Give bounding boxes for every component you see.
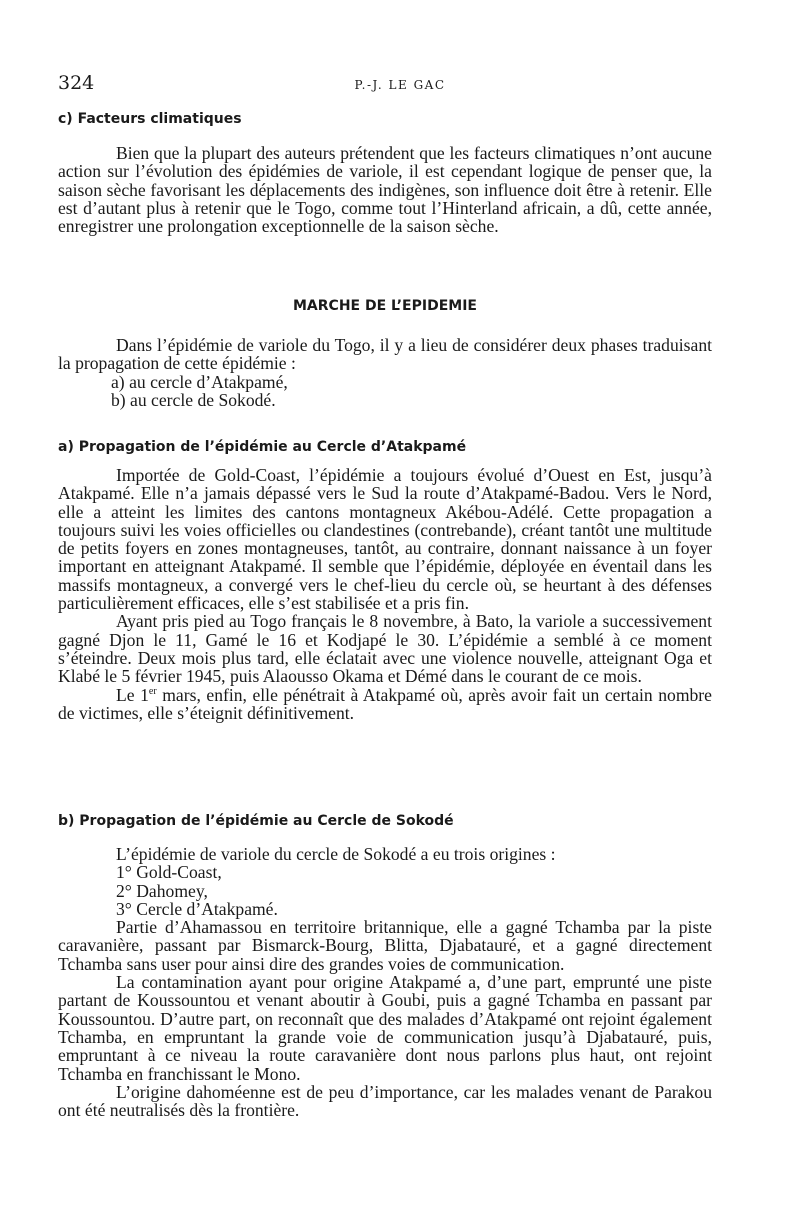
section-b-intro: L’épidémie de variole du cercle de Sokodé a eu trois origines : <box>116 844 556 864</box>
section-b-paragraph-3: L’origine dahoméenne est de peu d’importance, car les malades venant de Parakou ont été neutralisés dès la frontière. <box>58 1081 712 1121</box>
section-c-heading: c) Facteurs climatiques <box>58 111 242 127</box>
p3-superscript: er <box>148 685 157 697</box>
marche-heading: MARCHE DE L’EPIDEMIE <box>293 298 477 314</box>
marche-item-b: b) au cercle de Sokodé. <box>111 389 276 410</box>
section-c-paragraph: Bien que la plupart des auteurs prétendent que les facteurs climatiques n’ont aucune action sur l’évolution des épidémies de variole, il est cependant logique de penser que, la saison sèche favorisant les déplacements des indigènes, son influence doit être à retenir. Elle est d’autant plus à retenir que le Togo, comme tout l’Hinterland africain, a dû, cette année, enregistrer une prolongation exceptionnelle de la saison sèche. <box>58 143 712 237</box>
p3-start: Le 1 <box>116 684 149 705</box>
p3-rest: mars, enfin, elle pénétrait à Atakpamé où, après avoir fait un certain nombre de victimes, elle s’éteignit définitivement. <box>58 684 712 723</box>
section-a-heading: a) Propagation de l’épidémie au Cercle d’Atakpamé <box>58 439 467 455</box>
section-a-paragraph-3 <box>58 686 712 723</box>
section-b-paragraph-2: La contamination ayant pour origine Atakpamé a, d’une part, emprunté une piste partant de Koussountou et venant aboutir à Goubi, puis a gagné Tchamba en passant par Koussountou. D’autre part, on reconnaît que des malades d’Atakpamé ont rejoint également Tchamba, en empruntant la grande voie de communication jusqu’à Djabatauré, puis, empruntant à ce niveau la route caravanière dont nous parlons plus haut, ont rejoint Tchamba en franchissant le Mono. <box>58 972 712 1084</box>
running-header-author: P.-J. LE GAC <box>354 78 446 92</box>
origin-item-1: 1° Gold-Coast, <box>116 862 222 883</box>
section-b-body <box>58 845 712 1119</box>
section-b-heading: b) Propagation de l’épidémie au Cercle de Sokodé <box>58 813 454 829</box>
section-b-paragraph-1: Partie d’Ahamassou en territoire britannique, elle a gagné Tchamba par la piste caravanière, passant par Bismarck-Bourg, Blitta, Djabatauré, et a gagné directement Tchamba sans user pour ainsi dire des grandes voies de communication. <box>58 917 712 974</box>
section-b <box>58 813 712 829</box>
section-c-body <box>58 144 712 235</box>
section-a-paragraph-1: Importée de Gold-Coast, l’épidémie a toujours évolué d’Ouest en Est, jusqu’à Atakpamé. Elle n’a jamais dépassé vers le Sud la route d’Atakpamé-Badou. Vers le Nord, elle a atteint les limites des cantons montagneux Akébou-Adélé. Cette propagation a toujours suivi les voies officielles ou clandestines (contrebande), créant tantôt une multitude de petits foyers en zones montagneuses, tantôt, au contraire, donnant naissance à un foyer important en atteignant Atakpamé. Il semble que l’épidémie, déployée en éventail dans les massifs montagneux, a convergé vers le chef-lieu du cercle où, se heurtant à des défenses particulièrement efficaces, elle s’est stabilisée et a pris fin. <box>58 465 712 614</box>
marche-body <box>58 336 712 409</box>
section-c <box>58 111 712 127</box>
marche-intro: Dans l’épidémie de variole du Togo, il y a lieu de considérer deux phases traduisant la propagation de cette épidémie : <box>58 335 712 374</box>
page-number: 324 <box>58 72 95 94</box>
section-a-paragraph-2: Ayant pris pied au Togo français le 8 novembre, à Bato, la variole a successivement gagné Djon le 11, Gamé le 16 et Kodjapé le 30. L’épidémie a semblé à ce moment s’éteindre. Deux mois plus tard, elle éclatait avec une violence nouvelle, atteignant Oga et Klabé le 5 février 1945, puis Alaousso Okama et Démé dans le courant de ce mois. <box>58 611 712 687</box>
section-a <box>58 439 712 455</box>
marche-item-a: a) au cercle d’Atakpamé, <box>111 371 288 392</box>
marche-section <box>58 298 712 314</box>
origin-item-2: 2° Dahomey, <box>116 880 208 901</box>
origin-item-3: 3° Cercle d’Atakpamé. <box>116 898 278 919</box>
section-a-body <box>58 466 712 722</box>
